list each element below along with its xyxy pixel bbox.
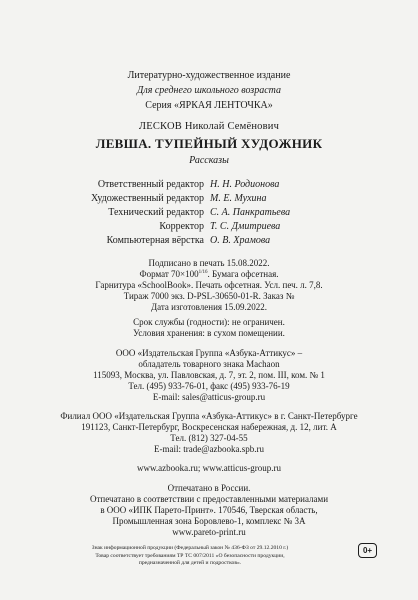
credit-name: Т. С. Дмитриева: [210, 221, 281, 232]
compliance-line-2: предназначенной для детей и подростков».: [138, 560, 242, 566]
credit-role: Художественный редактор: [91, 193, 204, 204]
credit-name: М. Е. Мухина: [210, 193, 267, 204]
series: Серия «ЯРКАЯ ЛЕНТОЧКА»: [145, 100, 273, 111]
printer-line-2: в ООО «ИПК Парето-Принт». 170546, Тверская область,: [100, 505, 318, 515]
branch-phone: Тел. (812) 327-04-55: [170, 433, 248, 443]
age-rating-badge: 0+: [358, 543, 377, 558]
info-sign-note: Знак информационной продукции (Федеральный закон № 436-ФЗ от 29.12.2010 г.): [91, 545, 289, 551]
format: [0, 270, 418, 279]
websites: www.azbooka.ru; www.atticus-group.ru: [136, 463, 282, 473]
credit-name: Н. Н. Родионова: [210, 179, 280, 190]
credit-name: С. А. Панкратьева: [210, 207, 291, 218]
shelf-life: Срок службы (годности): не ограничен.: [133, 317, 285, 327]
author: ЛЕСКОВ Николай Семёнович: [138, 121, 280, 132]
publisher-phone: Тел. (495) 933-76-01, факс (495) 933-76-19: [128, 381, 290, 391]
publisher-trademark: обладатель товарного знака Machaon: [138, 359, 280, 369]
manufacture-date: Дата изготовления 15.09.2022.: [150, 302, 268, 312]
publisher-address: 115093, Москва, ул. Павловская, д. 7, эт. 2, пом. III, ком. № 1: [93, 370, 325, 380]
typeface-info: Гарнитура «SchoolBook». Печать офсетная. Усл. печ. л. 7,8.: [95, 280, 323, 290]
genre: Рассказы: [189, 155, 229, 166]
branch-address: 191123, Санкт-Петербург, Воскресенская набережная, д. 12, лит. А: [81, 422, 337, 432]
printer-line-3: Промышленная зона Боровлево-1, комплекс № 3А: [112, 516, 306, 526]
printed-in: Отпечатано в России.: [167, 483, 251, 493]
compliance-line-1: Товар соответствует требованиям ТР ТС 007/2011 «О безопасности продукции,: [95, 553, 285, 559]
storage-conditions: Условия хранения: в сухом помещении.: [133, 328, 285, 338]
signed-date: Подписано в печать 15.08.2022.: [148, 258, 270, 268]
branch-name: Филиал ООО «Издательская Группа «Азбука-Аттикус» в г. Санкт-Петербурге: [60, 411, 358, 421]
audience: Для среднего школьного возраста: [137, 85, 281, 96]
format-fraction: 1/16: [198, 270, 208, 275]
publisher-name: ООО «Издательская Группа «Азбука-Аттикус» –: [115, 348, 303, 358]
publisher-email: E-mail: sales@atticus-group.ru: [152, 392, 266, 402]
credit-role: Компьютерная вёрстка: [106, 235, 204, 246]
credit-role: Корректор: [159, 221, 204, 232]
book-title: ЛЕВША. ТУПЕЙНЫЙ ХУДОЖНИК: [95, 136, 323, 151]
credit-role: Ответственный редактор: [97, 179, 204, 190]
printer-line-1: Отпечатано в соответствии с предоставленными материалами: [89, 494, 329, 504]
branch-email: E-mail: trade@azbooka.spb.ru: [154, 444, 264, 454]
credit-role: Технический редактор: [108, 207, 204, 218]
printer-site: www.pareto-print.ru: [172, 527, 246, 537]
format-suffix: . Бумага офсетная.: [207, 269, 279, 279]
print-run: Тираж 7000 экз. D-PSL-30650-01-R. Заказ №: [123, 291, 295, 301]
edition-type: Литературно-художественное издание: [127, 70, 291, 81]
format-prefix: Формат 70×100: [139, 269, 199, 279]
credit-name: О. В. Храмова: [210, 235, 271, 246]
